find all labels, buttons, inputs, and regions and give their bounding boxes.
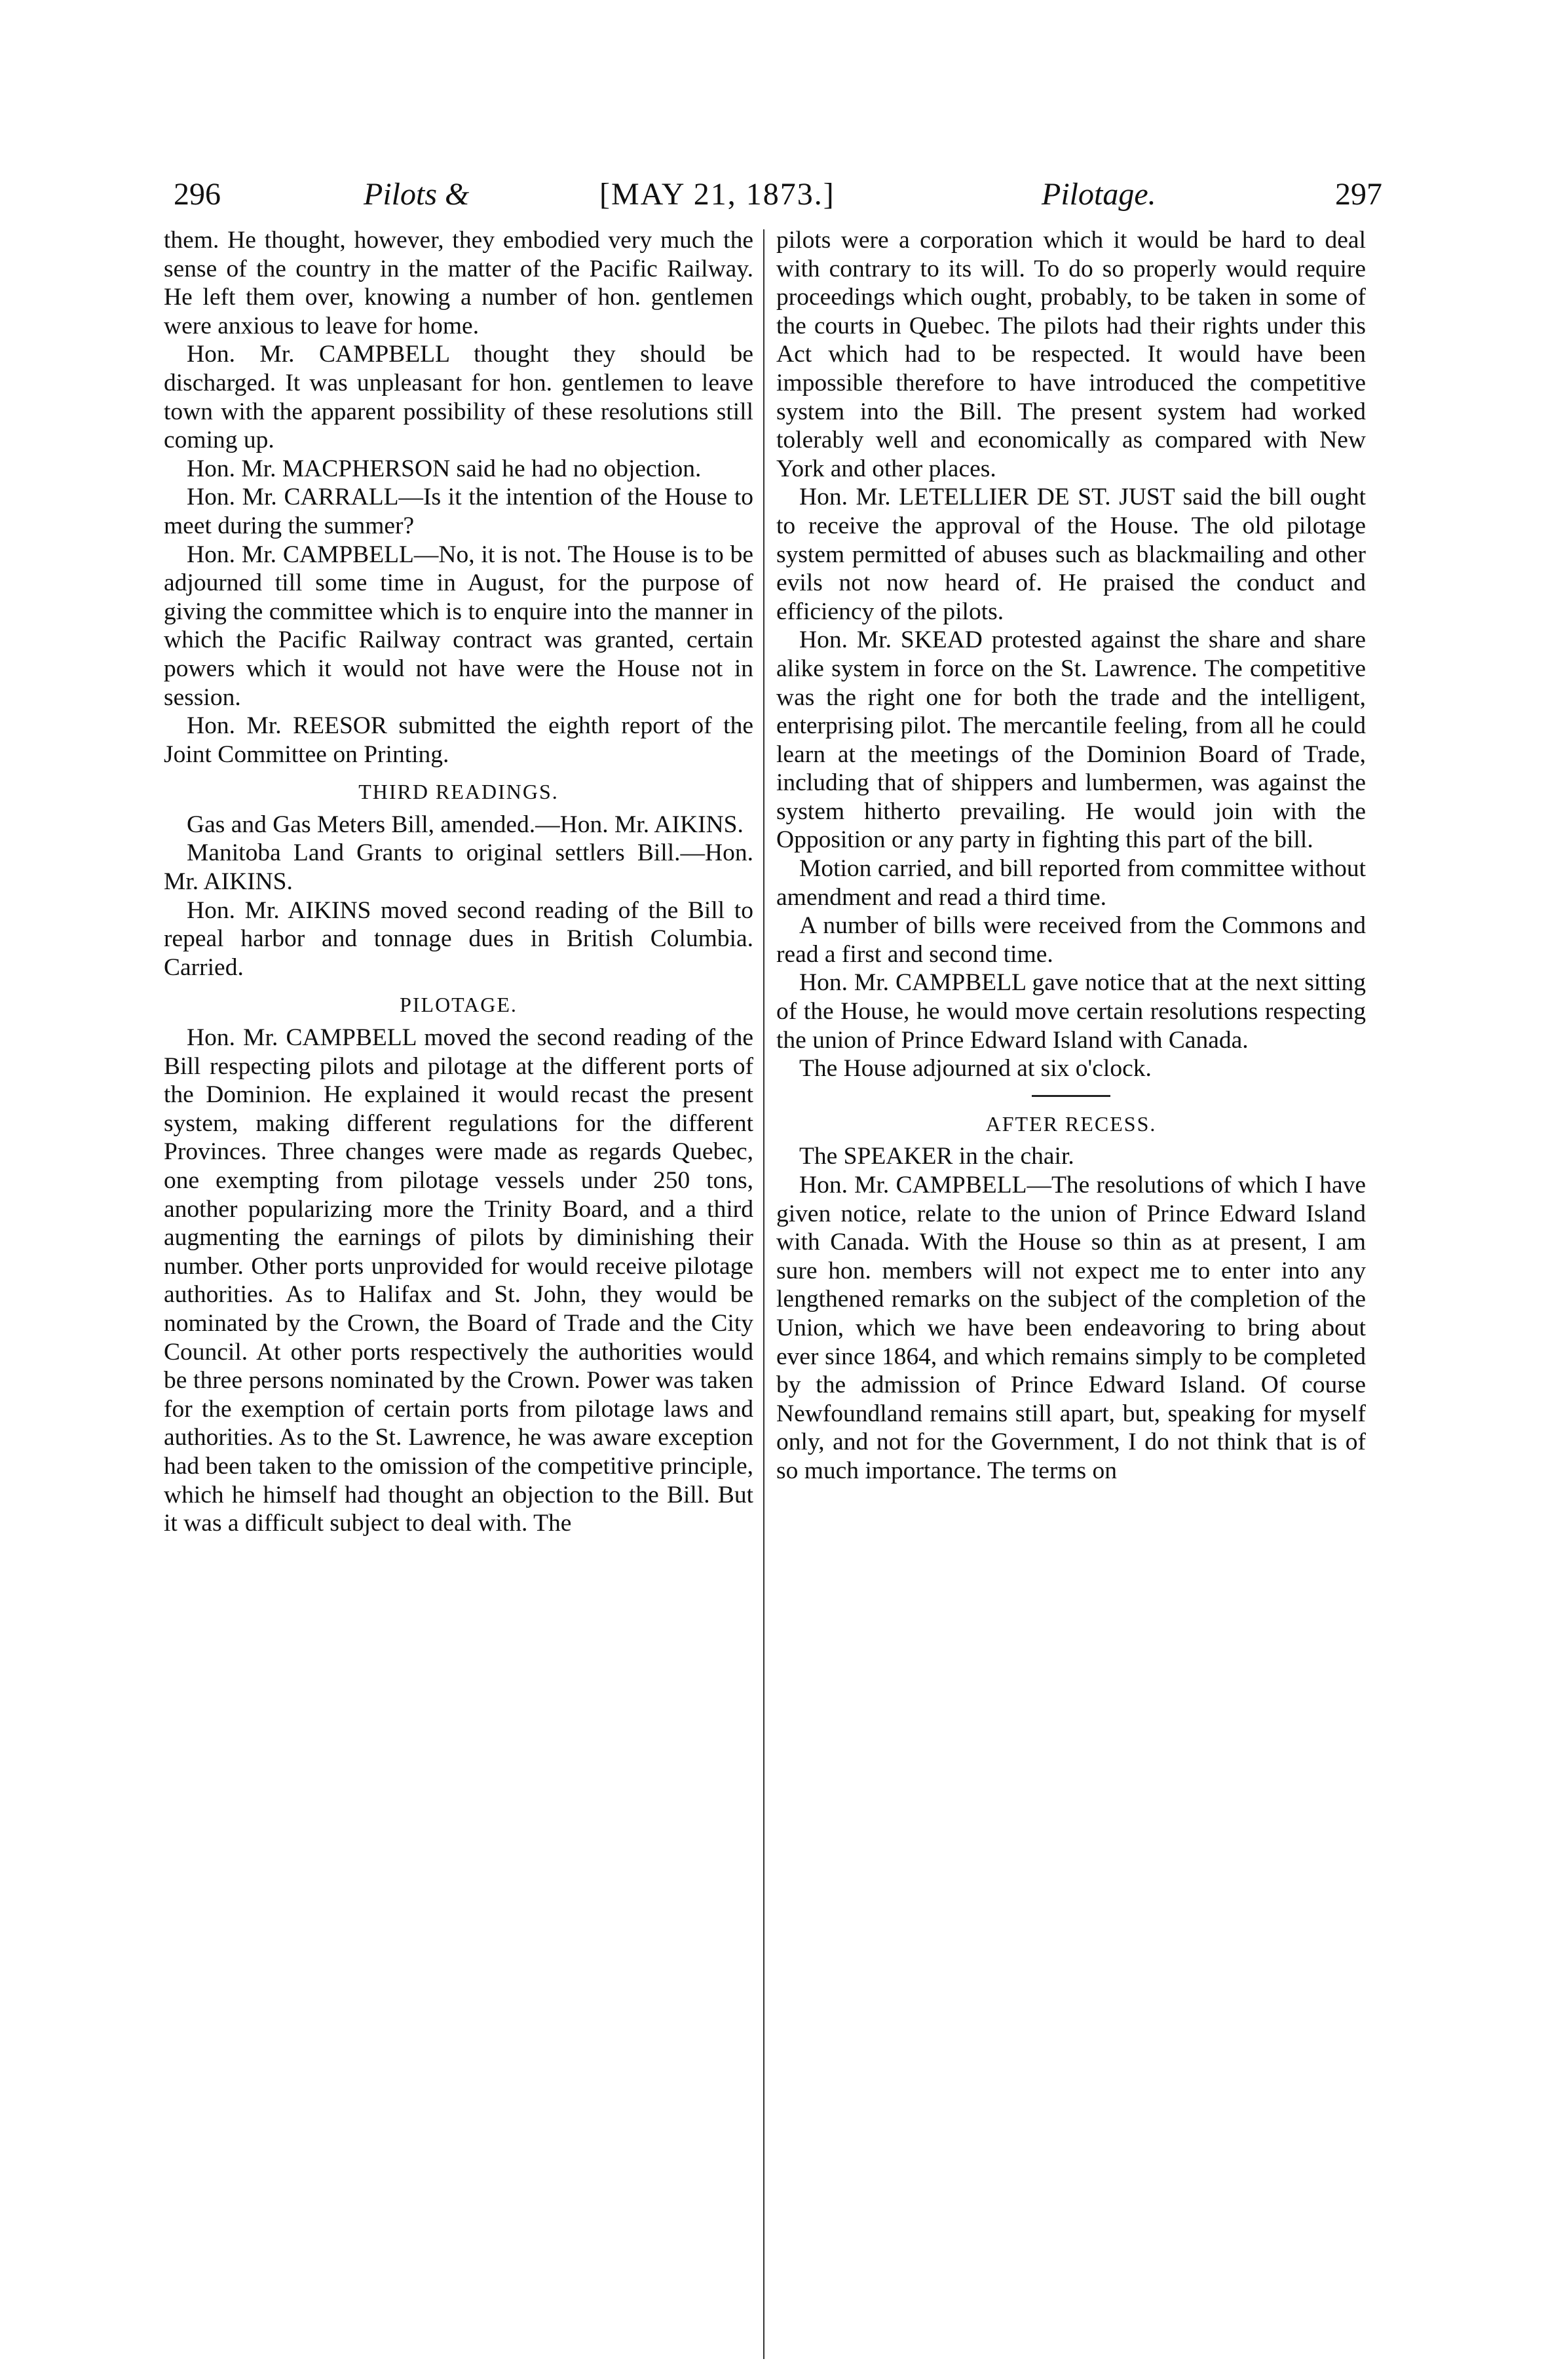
running-title-right: Pilotage. bbox=[1042, 177, 1156, 212]
page-header bbox=[174, 172, 1382, 218]
paragraph: Hon. Mr. CAMPBELL gave notice that at the next sitting of the House, he would move certain resolutions respecting the union of Prince Edward Island with Canada. bbox=[776, 969, 1366, 1054]
section-heading: THIRD READINGS. bbox=[358, 780, 559, 804]
paragraph: pilots were a corporation which it would be hard to deal with contrary to its will. To do so properly would require proceedings which ought, probably, to be taken in some of the courts in Quebec. The pilots had their rights under this Act which had to be respected. It would have been impossible therefore to have introduced the competitive system into the Bill. The present system had worked tolerably well and economically as compared with New York and other places. bbox=[776, 227, 1366, 482]
paragraph: Hon. Mr. LETELLIER DE ST. JUST said the bill ought to receive the approval of the House. The old pilotage system permitted of abuses such as blackmailing and other evils not now heard of. He praised the conduct and efficiency of the pilots. bbox=[776, 484, 1366, 625]
header-date: [MAY 21, 1873.] bbox=[599, 177, 835, 212]
paragraph: Hon. Mr. CAMPBELL thought they should be discharged. It was unpleasant for hon. gentlemen to leave town with the apparent possibility of these resolutions still coming up. bbox=[164, 341, 753, 454]
paragraph: Hon. Mr. CARRALL—Is it the intention of the House to meet during the summer? bbox=[164, 484, 753, 539]
paragraph: Hon. Mr. CAMPBELL—No, it is not. The House is to be adjourned till some time in August, for the purpose of giving the committee which is to enquire into the manner in which the Pacific Railway contract was granted, certain powers which it would not have were the House not in session. bbox=[164, 541, 753, 711]
paragraph: Hon. Mr. CAMPBELL—The resolutions of which I have given notice, relate to the union of Prince Edward Island with Canada. With the House so thin as at present, I am sure hon. members will not expect me to enter into any lengthened remarks on the subject of the completion of the Union, which we have been endeavoring to bring about ever since 1864, and which remains simply to be completed by the admission of Prince Edward Island. Of course Newfoundland remains still apart, but, speaking for myself only, and not for the Government, I do not think that is of so much importance. The terms on bbox=[776, 1172, 1366, 1484]
paragraph: The House adjourned at six o'clock. bbox=[799, 1055, 1152, 1083]
paragraph: them. He thought, however, they embodied very much the sense of the country in the matter of the Pacific Railway. He left them over, knowing a number of hon. gentlemen were anxious to leave for home. bbox=[164, 227, 753, 339]
right-column bbox=[776, 226, 1366, 1486]
paragraph: Motion carried, and bill reported from committee without amendment and read a third time. bbox=[776, 855, 1366, 911]
paragraph: Hon. Mr. REESOR submitted the eighth report of the Joint Committee on Printing. bbox=[164, 712, 753, 768]
paragraph: Gas and Gas Meters Bill, amended.—Hon. Mr. AIKINS. bbox=[187, 811, 744, 838]
left-column bbox=[164, 226, 753, 1538]
section-rule bbox=[1032, 1095, 1110, 1097]
paragraph: Hon. Mr. MACPHERSON said he had no objection. bbox=[187, 455, 702, 482]
page-number-right: 297 bbox=[1335, 177, 1382, 212]
paragraph: Hon. Mr. AIKINS moved second reading of the Bill to repeal harbor and tonnage dues in British Columbia. Carried. bbox=[164, 896, 753, 981]
page-number-left: 296 bbox=[174, 177, 221, 212]
section-heading: AFTER RECESS. bbox=[985, 1111, 1157, 1136]
paragraph: Hon. Mr. SKEAD protested against the share and share alike system in force on the St. Lawrence. The competitive was the right one for both the trade and the intelligent, enterprising pilot. The mercantile feeling, from all he could learn at the meetings of the Dominion Board of Trade, including that of shippers and lumbermen, was against the system hitherto prevailing. He would join with the Opposition or any party in fighting this part of the bill. bbox=[776, 626, 1366, 854]
section-heading: PILOTAGE. bbox=[400, 993, 518, 1017]
paragraph: Hon. Mr. CAMPBELL moved the second reading of the Bill respecting pilots and pilotage at the different ports of the Dominion. He explained it would recast the present system, making different regulations for the different Provinces. Three changes were made as regards Quebec, one exempting from pilotage vessels under 250 tons, another popularizing more the Trinity Board, and a third augmenting the earnings of pilots by diminishing their number. Other ports unprovided for would receive pilotage authorities. As to Halifax and St. John, they would be nominated by the Crown, the Board of Trade and the City Council. At other ports respectively the authorities would be three persons nominated by the Crown. Power was taken for the exemption of certain ports from pilotage laws and authorities. As to the St. Lawrence, he was aware exception had been taken to the omission of the competitive principle, which he himself had thought an objection to the Bill. But it was a difficult subject to deal with. The bbox=[164, 1024, 753, 1537]
running-title-left: Pilots & bbox=[364, 177, 470, 212]
paragraph: The SPEAKER in the chair. bbox=[799, 1143, 1074, 1170]
paragraph: A number of bills were received from the Commons and read a first and second time. bbox=[776, 912, 1366, 968]
column-divider bbox=[763, 229, 764, 2359]
paragraph: Manitoba Land Grants to original settlers Bill.—Hon. Mr. AIKINS. bbox=[164, 839, 753, 896]
